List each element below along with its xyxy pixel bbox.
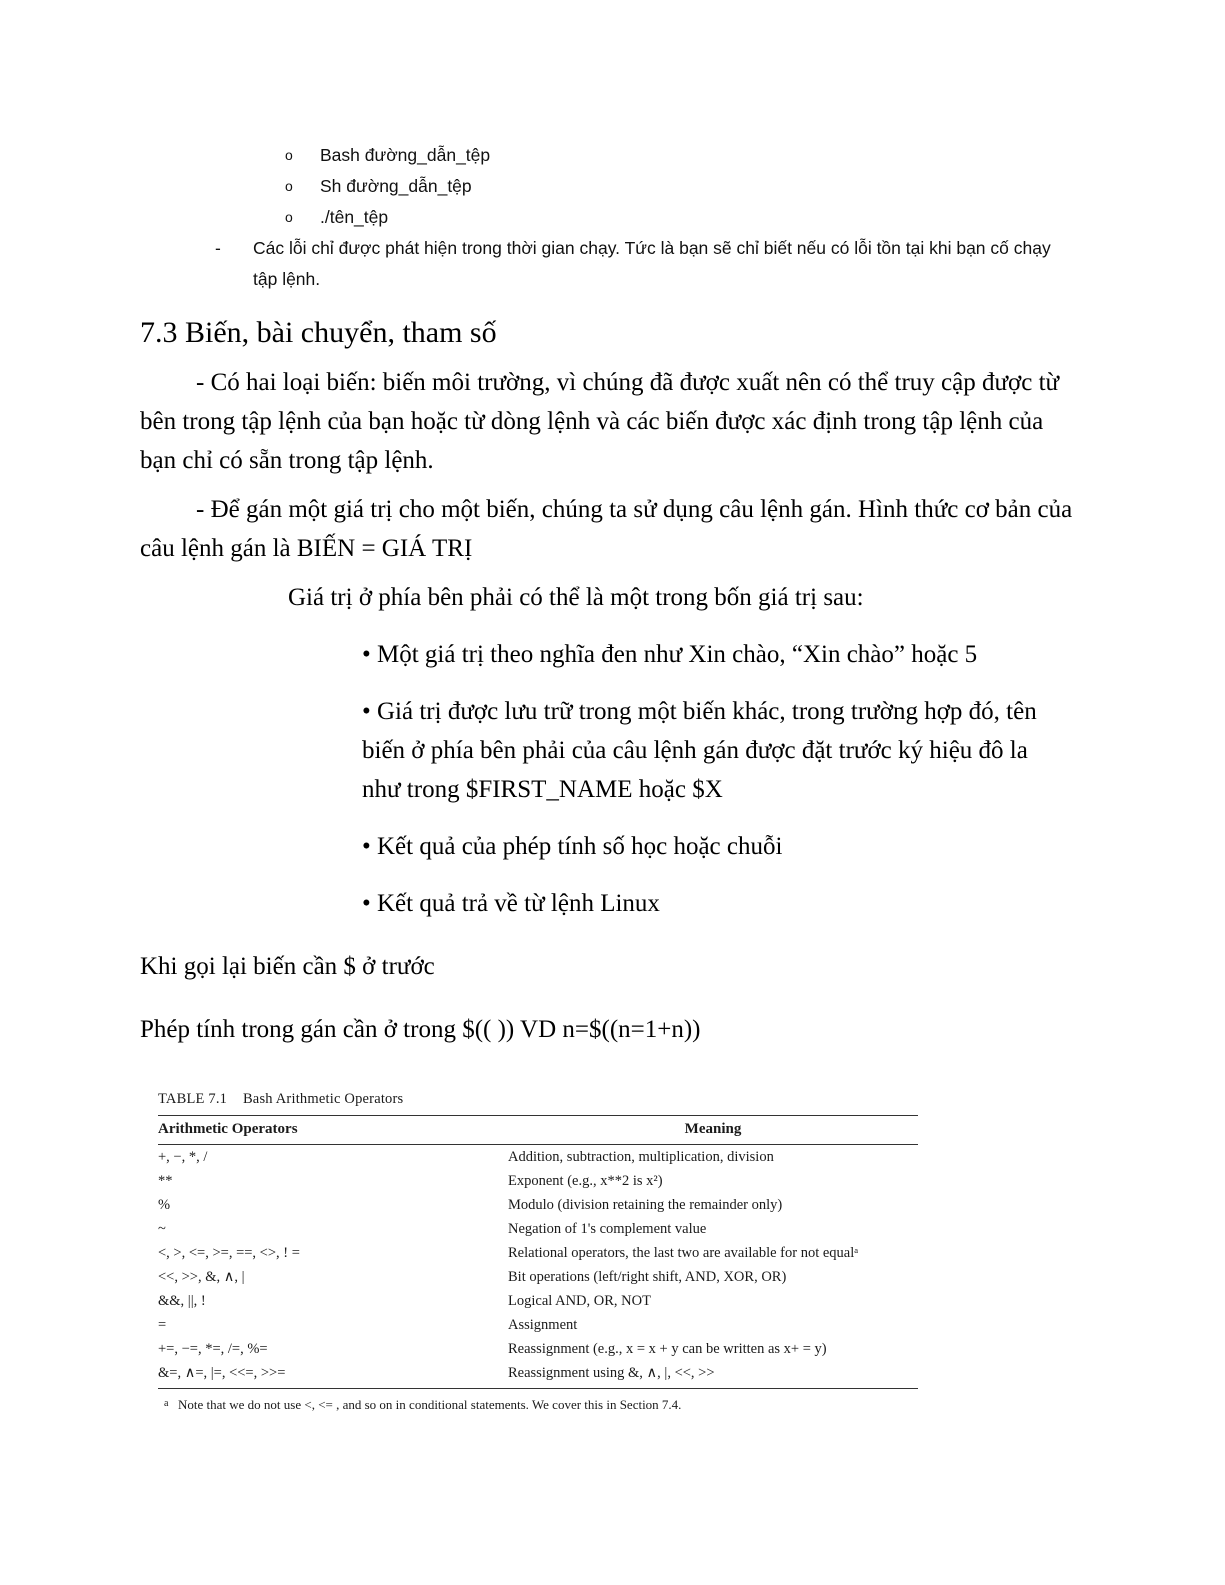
value-bullet: • Một giá trị theo nghĩa đen như Xin chào, “Xin chào” hoặc 5 [362, 641, 978, 668]
cell-meaning: Relational operators, the last two are available for not equalᵃ [508, 1244, 859, 1261]
paragraph-lead-in: Giá trị ở phía bên phải có thể là một trong bốn giá trị sau: [288, 584, 864, 611]
arithmetic-operators-table [158, 1115, 918, 1389]
cell-meaning: Reassignment using &, ∧, |, <<, >> [508, 1361, 918, 1388]
cell-operator: <, >, <=, >=, ==, <>, ! = [158, 1244, 300, 1261]
cell-meaning: Addition, subtraction, multiplication, division [508, 1148, 774, 1165]
list-item [285, 202, 1085, 233]
footnote-marker: a [164, 1397, 169, 1409]
table-title: Bash Arithmetic Operators [242, 1091, 404, 1107]
bullet-marker: o [285, 209, 293, 225]
closing-line-recall: Khi gọi lại biến cần $ ở trước [140, 953, 435, 980]
page-title: 7.3 Biến, bài chuyển, tham số [140, 316, 497, 349]
cell-meaning: Logical AND, OR, NOT [508, 1292, 651, 1309]
list-item [285, 140, 1085, 171]
table-row [158, 1361, 918, 1388]
cell-operator: &=, ∧=, |=, <<=, >>= [158, 1361, 508, 1388]
cell-operator: % [158, 1196, 171, 1213]
footnote-text: Note that we do not use <, <= , and so on in conditional statements. We cover this in Section 7.4. [178, 1396, 682, 1412]
table-row [158, 1217, 918, 1241]
table-row [158, 1289, 918, 1313]
column-header-meaning: Meaning [508, 1116, 918, 1145]
command-list [285, 140, 1085, 233]
list-item-label: Sh đường_dẫn_tệp [320, 176, 472, 196]
table-row [158, 1169, 918, 1193]
cell-operator: ** [158, 1172, 173, 1189]
table-row [158, 1145, 918, 1170]
dash-marker: - [215, 238, 221, 258]
cell-meaning: Exponent (e.g., x**2 is x²) [508, 1172, 663, 1189]
table-row [158, 1241, 918, 1265]
list-item-label: ./tên_tệp [320, 207, 389, 227]
cell-operator: +=, −=, *=, /=, %= [158, 1340, 268, 1357]
table-row [158, 1337, 918, 1361]
cell-meaning: Modulo (division retaining the remainder only) [508, 1196, 783, 1213]
cell-operator: ~ [158, 1220, 166, 1237]
bullet-marker: o [285, 147, 293, 163]
cell-meaning: Assignment [508, 1316, 578, 1333]
value-bullet: • Kết quả trả về từ lệnh Linux [362, 890, 660, 917]
cell-operator: &&, ||, ! [158, 1292, 206, 1309]
table-row [158, 1313, 918, 1337]
column-header-operators: Arithmetic Operators [158, 1116, 508, 1145]
cell-operator: <<, >>, &, ∧, | [158, 1268, 245, 1285]
cell-meaning: Bit operations (left/right shift, AND, XOR, OR) [508, 1268, 787, 1285]
note-dash-item [215, 233, 1053, 295]
cell-meaning: Reassignment (e.g., x = x + y can be written as x+ = y) [508, 1340, 827, 1357]
table-row [158, 1265, 918, 1289]
note-text: Các lỗi chỉ được phát hiện trong thời gian chạy. Tức là bạn sẽ chỉ biết nếu có lỗi tồn tại khi bạn cố chạy tập lệnh. [253, 238, 1051, 289]
list-item [285, 171, 1085, 202]
cell-meaning: Negation of 1's complement value [508, 1220, 707, 1237]
document-content [140, 140, 1085, 1414]
list-item-label: Bash đường_dẫn_tệp [320, 145, 491, 165]
cell-operator: = [158, 1316, 167, 1333]
bullet-marker: o [285, 178, 293, 194]
paragraph-assignment: - Để gán một giá trị cho một biến, chúng ta sử dụng câu lệnh gán. Hình thức cơ bản của câu lệnh gán là BIẾN = GIÁ TRỊ [140, 496, 1073, 562]
cell-operator: +, −, *, / [158, 1148, 208, 1165]
table-row [158, 1193, 918, 1217]
value-bullet: • Kết quả của phép tính số học hoặc chuỗi [362, 833, 783, 860]
table-figure [158, 1091, 918, 1414]
table-header-row [158, 1116, 918, 1145]
table-caption [158, 1091, 918, 1108]
paragraph-variables-types: - Có hai loại biến: biến môi trường, vì chúng đã được xuất nên có thể truy cập được từ bên trong tập lệnh của bạn hoặc từ dòng lệnh và các biến được xác định trong tập lệnh của bạn chỉ có sẵn trong tập lệnh. [140, 369, 1060, 474]
closing-line-arithmetic: Phép tính trong gán cần ở trong $(( )) VD n=$((n=1+n)) [140, 1016, 701, 1043]
value-bullet: • Giá trị được lưu trữ trong một biến khác, trong trường hợp đó, tên biến ở phía bên phải của câu lệnh gán được đặt trước ký hiệu đô la như trong $FIRST_NAME hoặc $X [362, 698, 1037, 803]
table-footnote [158, 1396, 918, 1414]
table-number: TABLE 7.1 [158, 1091, 228, 1107]
